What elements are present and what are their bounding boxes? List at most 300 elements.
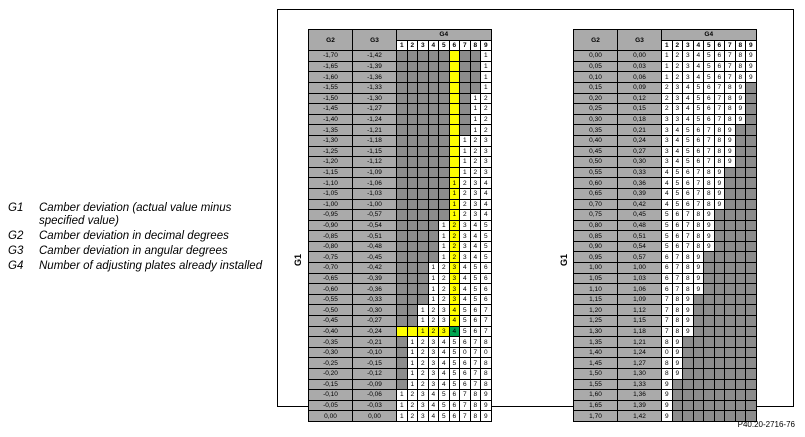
g2-cell: 1,60: [574, 390, 618, 401]
plate-cell: [725, 337, 736, 348]
plate-number-header: 5: [439, 40, 450, 51]
plate-cell: [397, 188, 408, 199]
plate-cell: [746, 263, 757, 274]
plate-cell: 4: [460, 284, 471, 295]
plate-cell: 1: [439, 252, 450, 263]
plate-cell: 8: [725, 104, 736, 115]
plate-cell: 7: [672, 263, 683, 274]
plate-cell: 4: [449, 316, 460, 327]
g2-cell: 1,45: [574, 358, 618, 369]
plate-cell: [746, 82, 757, 93]
g2-cell: -1,40: [309, 114, 353, 125]
plate-cell: [746, 358, 757, 369]
g2-cell: 1,70: [574, 411, 618, 422]
plate-cell: [735, 125, 746, 136]
table-row: [309, 61, 492, 72]
plate-cell: [407, 72, 418, 83]
plate-number-header: 8: [735, 40, 746, 51]
plate-cell: 2: [428, 305, 439, 316]
plate-cell: 5: [672, 188, 683, 199]
plate-cell: [407, 61, 418, 72]
plate-cell: [407, 93, 418, 104]
table-row: [574, 316, 757, 327]
g2-cell: -1,45: [309, 104, 353, 115]
plate-cell: [714, 411, 725, 422]
plate-cell: 5: [662, 210, 673, 221]
g3-cell: -1,24: [353, 114, 397, 125]
plate-cell: [449, 167, 460, 178]
plate-cell: 1: [470, 114, 481, 125]
plate-number-header: 3: [418, 40, 429, 51]
g3-cell: -0,54: [353, 220, 397, 231]
g2-cell: 1,10: [574, 284, 618, 295]
plate-cell: 8: [672, 294, 683, 305]
g3-cell: 1,36: [618, 390, 662, 401]
g2-cell: -1,60: [309, 72, 353, 83]
plate-cell: 7: [460, 411, 471, 422]
plate-cell: 1: [418, 326, 429, 337]
plate-cell: [725, 400, 736, 411]
plate-cell: 3: [683, 61, 694, 72]
plate-cell: [704, 379, 715, 390]
plate-cell: 2: [470, 135, 481, 146]
plate-cell: 2: [428, 326, 439, 337]
plate-cell: 5: [672, 199, 683, 210]
plate-cell: 6: [704, 82, 715, 93]
plate-cell: 8: [725, 114, 736, 125]
g3-cell: -0,09: [353, 379, 397, 390]
table-row: [309, 231, 492, 242]
plate-cell: [704, 263, 715, 274]
plate-cell: [397, 61, 408, 72]
plate-cell: 3: [428, 379, 439, 390]
plate-cell: 8: [481, 337, 492, 348]
table-row: [574, 294, 757, 305]
plate-cell: 4: [672, 135, 683, 146]
plate-cell: 7: [470, 347, 481, 358]
plate-cell: 6: [714, 61, 725, 72]
plate-cell: [693, 411, 704, 422]
plate-cell: 6: [693, 157, 704, 168]
g2-cell: 0,05: [574, 61, 618, 72]
plate-cell: [693, 347, 704, 358]
table-row: [309, 294, 492, 305]
table-row: [574, 157, 757, 168]
plate-cell: 9: [683, 305, 694, 316]
plate-cell: 9: [704, 241, 715, 252]
plate-cell: 2: [418, 379, 429, 390]
g2-cell: -0,95: [309, 210, 353, 221]
plate-cell: 9: [662, 411, 673, 422]
table-row: [574, 231, 757, 242]
legend-key: G3: [8, 245, 24, 257]
plate-cell: [407, 135, 418, 146]
plate-cell: [704, 400, 715, 411]
plate-cell: 4: [683, 114, 694, 125]
plate-cell: [439, 72, 450, 83]
plate-cell: [397, 114, 408, 125]
g3-cell: 1,15: [618, 316, 662, 327]
g2-cell: -0,10: [309, 390, 353, 401]
plate-cell: 6: [662, 284, 673, 295]
legend-key: G1: [8, 202, 24, 214]
plate-cell: 1: [439, 231, 450, 242]
plate-cell: 8: [693, 210, 704, 221]
g3-cell: 0,42: [618, 199, 662, 210]
plate-cell: 3: [470, 188, 481, 199]
plate-cell: 1: [407, 369, 418, 380]
plate-cell: 7: [704, 146, 715, 157]
plate-cell: [397, 326, 408, 337]
plate-cell: 6: [470, 305, 481, 316]
table-row: [309, 337, 492, 348]
table-row: [574, 390, 757, 401]
g3-cell: -0,21: [353, 337, 397, 348]
plate-cell: 3: [428, 358, 439, 369]
plate-cell: 7: [470, 358, 481, 369]
table-negative-panel: [308, 29, 492, 422]
plate-cell: [418, 135, 429, 146]
plate-cell: 8: [481, 379, 492, 390]
plate-cell: [397, 316, 408, 327]
plate-cell: 5: [683, 157, 694, 168]
g2-cell: -0,20: [309, 369, 353, 380]
g2-cell: 0,65: [574, 188, 618, 199]
plate-cell: [725, 369, 736, 380]
plate-cell: 8: [683, 273, 694, 284]
plate-cell: [397, 379, 408, 390]
plate-cell: [725, 411, 736, 422]
table-row: [574, 82, 757, 93]
plate-cell: 9: [725, 146, 736, 157]
plate-cell: [439, 125, 450, 136]
plate-cell: [397, 199, 408, 210]
table-row: [574, 114, 757, 125]
plate-cell: [714, 263, 725, 274]
plate-cell: [735, 379, 746, 390]
plate-number-header: 8: [470, 40, 481, 51]
plate-cell: [725, 167, 736, 178]
plate-cell: [672, 411, 683, 422]
plate-cell: 6: [693, 146, 704, 157]
plate-cell: 3: [683, 51, 694, 62]
plate-cell: [407, 114, 418, 125]
plate-cell: 9: [725, 125, 736, 136]
plate-cell: 2: [672, 61, 683, 72]
plate-cell: 8: [662, 358, 673, 369]
plate-cell: 1: [481, 51, 492, 62]
plate-cell: 6: [470, 326, 481, 337]
g3-cell: 0,00: [618, 51, 662, 62]
plate-cell: 2: [481, 114, 492, 125]
plate-cell: 5: [481, 252, 492, 263]
plate-cell: [407, 220, 418, 231]
plate-cell: [428, 252, 439, 263]
plate-cell: [428, 114, 439, 125]
g3-cell: 1,09: [618, 294, 662, 305]
g2-cell: -1,10: [309, 178, 353, 189]
plate-cell: 8: [693, 241, 704, 252]
plate-cell: 7: [693, 188, 704, 199]
plate-cell: [714, 369, 725, 380]
plate-cell: [418, 294, 429, 305]
plate-cell: [449, 72, 460, 83]
plate-cell: 4: [481, 178, 492, 189]
plate-cell: 2: [449, 220, 460, 231]
plate-cell: 7: [693, 199, 704, 210]
plate-cell: [428, 231, 439, 242]
plate-cell: 2: [481, 93, 492, 104]
g2-cell: -0,85: [309, 231, 353, 242]
plate-cell: 3: [418, 400, 429, 411]
plate-cell: 2: [449, 241, 460, 252]
table-row: [574, 337, 757, 348]
plate-cell: 0: [460, 347, 471, 358]
plate-cell: [418, 72, 429, 83]
g3-cell: 0,00: [353, 411, 397, 422]
table-row: [309, 93, 492, 104]
plate-cell: 3: [449, 263, 460, 274]
plate-cell: [418, 199, 429, 210]
plate-cell: [407, 241, 418, 252]
plate-cell: [725, 390, 736, 401]
plate-cell: [439, 51, 450, 62]
table-row: [309, 263, 492, 274]
plate-cell: 9: [672, 337, 683, 348]
plate-cell: [735, 400, 746, 411]
plate-cell: [704, 390, 715, 401]
g3-cell: -1,21: [353, 125, 397, 136]
plate-cell: 8: [725, 93, 736, 104]
plate-cell: 4: [481, 188, 492, 199]
table-row: [309, 51, 492, 62]
g3-cell: 1,18: [618, 326, 662, 337]
table-row: [574, 93, 757, 104]
plate-cell: [449, 93, 460, 104]
g2-cell: -0,65: [309, 273, 353, 284]
plate-cell: [735, 178, 746, 189]
plate-cell: [735, 316, 746, 327]
plate-cell: 3: [460, 241, 471, 252]
plate-cell: 5: [470, 294, 481, 305]
plate-cell: 5: [470, 284, 481, 295]
plate-cell: [439, 135, 450, 146]
plate-cell: 9: [714, 199, 725, 210]
plate-cell: 7: [704, 135, 715, 146]
plate-cell: [735, 294, 746, 305]
plate-cell: [735, 326, 746, 337]
g2-cell: 0,40: [574, 135, 618, 146]
plate-cell: 8: [693, 220, 704, 231]
plate-cell: [693, 369, 704, 380]
plate-cell: 9: [693, 284, 704, 295]
plate-cell: [428, 157, 439, 168]
plate-cell: 4: [439, 379, 450, 390]
plate-cell: 3: [481, 146, 492, 157]
g2-cell: -0,75: [309, 252, 353, 263]
plate-cell: 5: [693, 114, 704, 125]
plate-cell: 1: [397, 411, 408, 422]
plate-cell: [460, 125, 471, 136]
plate-cell: [449, 125, 460, 136]
plate-cell: [714, 241, 725, 252]
plate-cell: [439, 210, 450, 221]
table-row: [574, 252, 757, 263]
plate-cell: 8: [672, 305, 683, 316]
plate-cell: [428, 104, 439, 115]
plate-cell: [735, 188, 746, 199]
plate-cell: 6: [662, 252, 673, 263]
header-g3: G3: [618, 30, 662, 51]
plate-cell: [418, 241, 429, 252]
plate-cell: 3: [418, 390, 429, 401]
plate-cell: 8: [683, 252, 694, 263]
plate-cell: 2: [418, 347, 429, 358]
plate-cell: [714, 252, 725, 263]
g3-cell: -0,03: [353, 400, 397, 411]
plate-cell: [725, 305, 736, 316]
table-row: [309, 146, 492, 157]
table-row: [309, 157, 492, 168]
plate-cell: 5: [683, 135, 694, 146]
g3-cell: -1,15: [353, 146, 397, 157]
plate-cell: [439, 61, 450, 72]
plate-cell: 4: [470, 220, 481, 231]
table-row: [309, 125, 492, 136]
plate-cell: 5: [693, 104, 704, 115]
plate-cell: 8: [704, 167, 715, 178]
plate-cell: [439, 157, 450, 168]
plate-cell: 6: [460, 337, 471, 348]
table-row: [309, 167, 492, 178]
g3-cell: -0,15: [353, 358, 397, 369]
plate-cell: 3: [460, 220, 471, 231]
header-g2: G2: [309, 30, 353, 51]
plate-cell: 5: [481, 231, 492, 242]
plate-cell: [407, 263, 418, 274]
g3-cell: -0,57: [353, 210, 397, 221]
g2-cell: -0,40: [309, 326, 353, 337]
plate-cell: 8: [714, 157, 725, 168]
plate-cell: 6: [714, 51, 725, 62]
plate-cell: [428, 146, 439, 157]
plate-cell: 7: [481, 326, 492, 337]
plate-cell: 8: [704, 199, 715, 210]
plate-cell: [746, 167, 757, 178]
plate-cell: 7: [693, 178, 704, 189]
plate-cell: [460, 104, 471, 115]
plate-cell: [683, 390, 694, 401]
table-row: [574, 263, 757, 274]
plate-cell: [418, 125, 429, 136]
plate-cell: [735, 157, 746, 168]
plate-cell: [397, 135, 408, 146]
plate-cell: 7: [704, 125, 715, 136]
plate-cell: [428, 125, 439, 136]
g2-cell: 0,60: [574, 178, 618, 189]
plate-cell: [449, 51, 460, 62]
plate-cell: [735, 210, 746, 221]
plate-cell: 1: [428, 284, 439, 295]
plate-cell: 3: [470, 199, 481, 210]
plate-cell: 7: [725, 51, 736, 62]
table-row: [309, 347, 492, 358]
plate-cell: 5: [672, 167, 683, 178]
plate-cell: 2: [460, 178, 471, 189]
g3-cell: -1,36: [353, 72, 397, 83]
plate-cell: 9: [746, 61, 757, 72]
table-row: [309, 104, 492, 115]
table-row: [574, 347, 757, 358]
g3-cell: 0,12: [618, 93, 662, 104]
g2-cell: 0,50: [574, 157, 618, 168]
plate-cell: [418, 188, 429, 199]
plate-cell: [704, 347, 715, 358]
plate-cell: [735, 347, 746, 358]
plate-cell: 6: [449, 390, 460, 401]
table-row: [574, 188, 757, 199]
plate-cell: 2: [481, 125, 492, 136]
plate-cell: 3: [672, 82, 683, 93]
plate-cell: [735, 284, 746, 295]
plate-cell: [407, 146, 418, 157]
plate-cell: 1: [397, 390, 408, 401]
legend-item: [8, 202, 270, 228]
header-g4: G4: [662, 30, 757, 41]
plate-cell: [725, 294, 736, 305]
g3-cell: 0,18: [618, 114, 662, 125]
plate-cell: [714, 326, 725, 337]
plate-cell: [397, 51, 408, 62]
plate-cell: 2: [407, 411, 418, 422]
plate-cell: [746, 188, 757, 199]
plate-cell: 3: [481, 157, 492, 168]
legend-item: [8, 260, 270, 273]
plate-cell: 6: [714, 72, 725, 83]
plate-cell: 0: [481, 347, 492, 358]
g2-cell: -0,35: [309, 337, 353, 348]
g2-cell: -1,65: [309, 61, 353, 72]
g3-cell: 1,12: [618, 305, 662, 316]
table-row: [574, 61, 757, 72]
plate-cell: 7: [470, 337, 481, 348]
plate-cell: [735, 369, 746, 380]
g2-cell: 0,00: [309, 411, 353, 422]
plate-cell: 1: [460, 146, 471, 157]
plate-cell: 9: [683, 326, 694, 337]
table-row: [574, 273, 757, 284]
g2-cell: -0,90: [309, 220, 353, 231]
plate-cell: [735, 167, 746, 178]
table-row: [309, 114, 492, 125]
table-row: [309, 379, 492, 390]
plate-cell: [704, 273, 715, 284]
g3-cell: 0,33: [618, 167, 662, 178]
plate-cell: [735, 220, 746, 231]
plate-cell: 4: [439, 337, 450, 348]
g3-cell: -0,27: [353, 316, 397, 327]
plate-cell: 2: [672, 51, 683, 62]
plate-cell: [683, 369, 694, 380]
plate-cell: [397, 284, 408, 295]
plate-cell: [449, 146, 460, 157]
g2-cell: -0,60: [309, 284, 353, 295]
plate-cell: [418, 231, 429, 242]
plate-cell: 8: [735, 51, 746, 62]
g3-cell: -0,36: [353, 284, 397, 295]
plate-cell: [746, 93, 757, 104]
plate-cell: 4: [683, 82, 694, 93]
